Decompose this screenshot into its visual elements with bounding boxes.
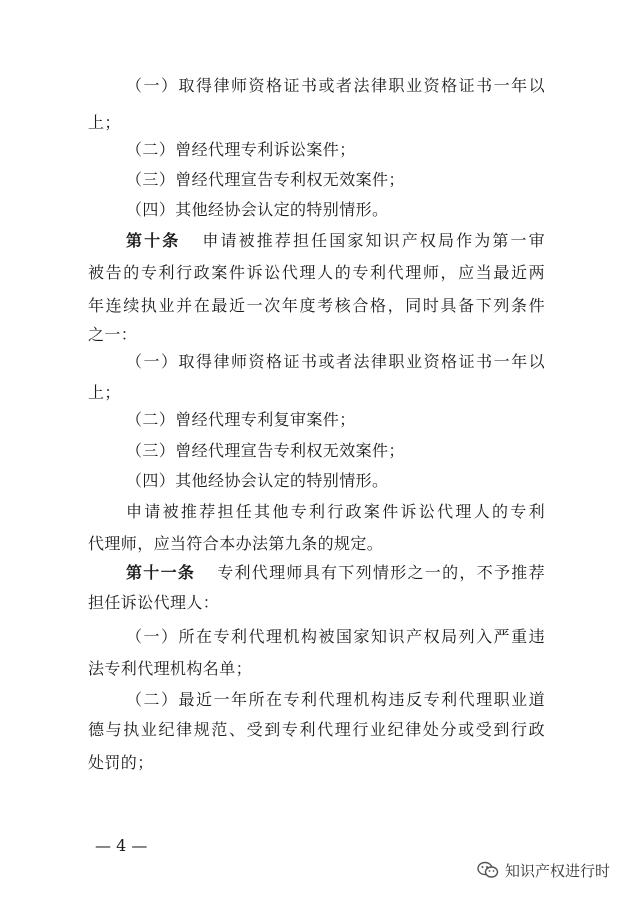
text-line: （一）取得律师资格证书或者法律职业资格证书一年以 [126,352,545,371]
text-line: 担任诉讼代理人： [88,593,220,612]
text-line: 年连续执业并在最近一次年度考核合格，同时具备下列条件 [88,296,545,315]
text-line: （二）曾经代理专利诉讼案件； [126,140,356,159]
text-line: （二）曾经代理专利复审案件； [126,410,356,429]
text-line: 代理师，应当符合本办法第九条的规定。 [88,534,384,553]
text-line: 上； [88,113,121,132]
article-line: 第十条 申请被推荐担任国家知识产权局作为第一审 [126,231,545,250]
text-line: （三）曾经代理宣告专利权无效案件； [126,170,405,189]
article-heading: 第十一条 [126,563,196,582]
text-line: 德与执业纪律规范、受到专利代理行业纪律处分或受到行政 [88,720,545,739]
watermark-text: 知识产权进行时 [504,861,610,880]
text-line: （一）取得律师资格证书或者法律职业资格证书一年以 [126,76,545,95]
page-number: — 4 — [95,836,148,855]
text-line: 申请被推荐担任其他专利行政案件诉讼代理人的专利 [126,502,545,521]
text-line: （四）其他经协会认定的特别情形。 [126,471,389,490]
text-line: 处罚的； [88,753,154,772]
text-line: 之一： [88,325,138,344]
text-line: 被告的专利行政案件诉讼代理人的专利代理师，应当最近两 [88,263,545,282]
article-heading: 第十条 [126,231,181,250]
wechat-icon [477,861,499,879]
watermark [477,858,610,882]
text-line: （四）其他经协会认定的特别情形。 [126,200,389,219]
text-line: 上； [88,383,121,402]
text-line: （三）曾经代理宣告专利权无效案件； [126,441,405,460]
text-line: （一）所在专利代理机构被国家知识产权局列入严重违 [126,627,545,646]
article-line: 第十一条 专利代理师具有下列情形之一的，不予推荐 [126,563,545,582]
text-line: 法专利代理机构名单； [88,659,253,678]
text-line: （二）最近一年所在专利代理机构违反专利代理职业道 [126,690,545,709]
